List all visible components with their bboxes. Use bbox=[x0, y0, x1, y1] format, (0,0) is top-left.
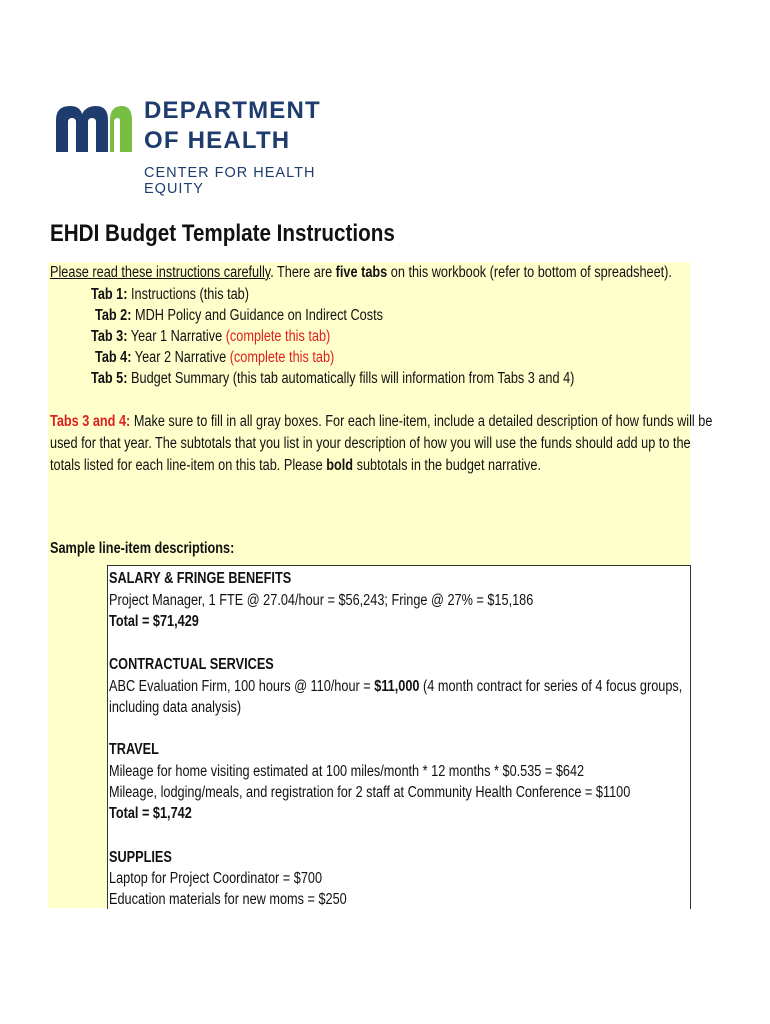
travel-line-2: Mileage, lodging/meals, and registration for 2 staff at Community Health Conference = $1100 bbox=[109, 784, 631, 801]
contract-heading: CONTRACTUAL SERVICES bbox=[109, 656, 274, 673]
tab-2-line: Tab 2: MDH Policy and Guidance on Indirect Costs bbox=[95, 307, 383, 324]
mdh-logo bbox=[52, 97, 342, 197]
intro-line: Please read these instructions carefully. There are five tabs on this workbook (refer to bottom of spreadsheet). bbox=[50, 264, 672, 281]
travel-total: Total = $1,742 bbox=[109, 805, 192, 822]
tab-5-line: Tab 5: Budget Summary (this tab automatically fills will information from Tabs 3 and 4) bbox=[91, 370, 575, 387]
contract-line-2: including data analysis) bbox=[109, 699, 242, 716]
mn-logo-mark-icon bbox=[52, 100, 134, 156]
travel-heading: TRAVEL bbox=[109, 741, 159, 758]
tab-3-line: Tab 3: Year 1 Narrative (complete this tab) bbox=[91, 328, 331, 345]
logo-text-center: CENTER FOR HEALTH EQUITY bbox=[144, 165, 316, 197]
sample-heading: Sample line-item descriptions: bbox=[50, 540, 235, 557]
logo-text-department: DEPARTMENT bbox=[144, 97, 321, 124]
logo-text-of-health: OF HEALTH bbox=[144, 127, 291, 154]
contract-line-1: ABC Evaluation Firm, 100 hours @ 110/hour = $11,000 (4 month contract for series of 4 focus groups, bbox=[109, 678, 683, 695]
tab-1-line: Tab 1: Instructions (this tab) bbox=[91, 286, 249, 303]
supplies-heading: SUPPLIES bbox=[109, 849, 172, 866]
tab-4-line: Tab 4: Year 2 Narrative (complete this tab) bbox=[95, 349, 335, 366]
tabs34-line-1: Tabs 3 and 4: Make sure to fill in all gray boxes. For each line-item, include a detailed description of how funds will be bbox=[50, 413, 713, 430]
salary-line-1: Project Manager, 1 FTE @ 27.04/hour = $56,243; Fringe @ 27% = $15,186 bbox=[109, 592, 534, 609]
salary-total: Total = $71,429 bbox=[109, 613, 199, 630]
supplies-line-2: Education materials for new moms = $250 bbox=[109, 891, 347, 908]
travel-line-1: Mileage for home visiting estimated at 100 miles/month * 12 months * $0.535 = $642 bbox=[109, 763, 585, 780]
salary-heading: SALARY & FRINGE BENEFITS bbox=[109, 570, 292, 587]
page-title: EHDI Budget Template Instructions bbox=[50, 220, 395, 247]
supplies-line-1: Laptop for Project Coordinator = $700 bbox=[109, 870, 323, 887]
tabs34-line-3: totals listed for each line-item on this tab. Please bold subtotals in the budget narrative. bbox=[50, 457, 542, 474]
tabs34-line-2: used for that year. The subtotals that you list in your description of how you will use the funds should add up to the bbox=[50, 435, 691, 452]
